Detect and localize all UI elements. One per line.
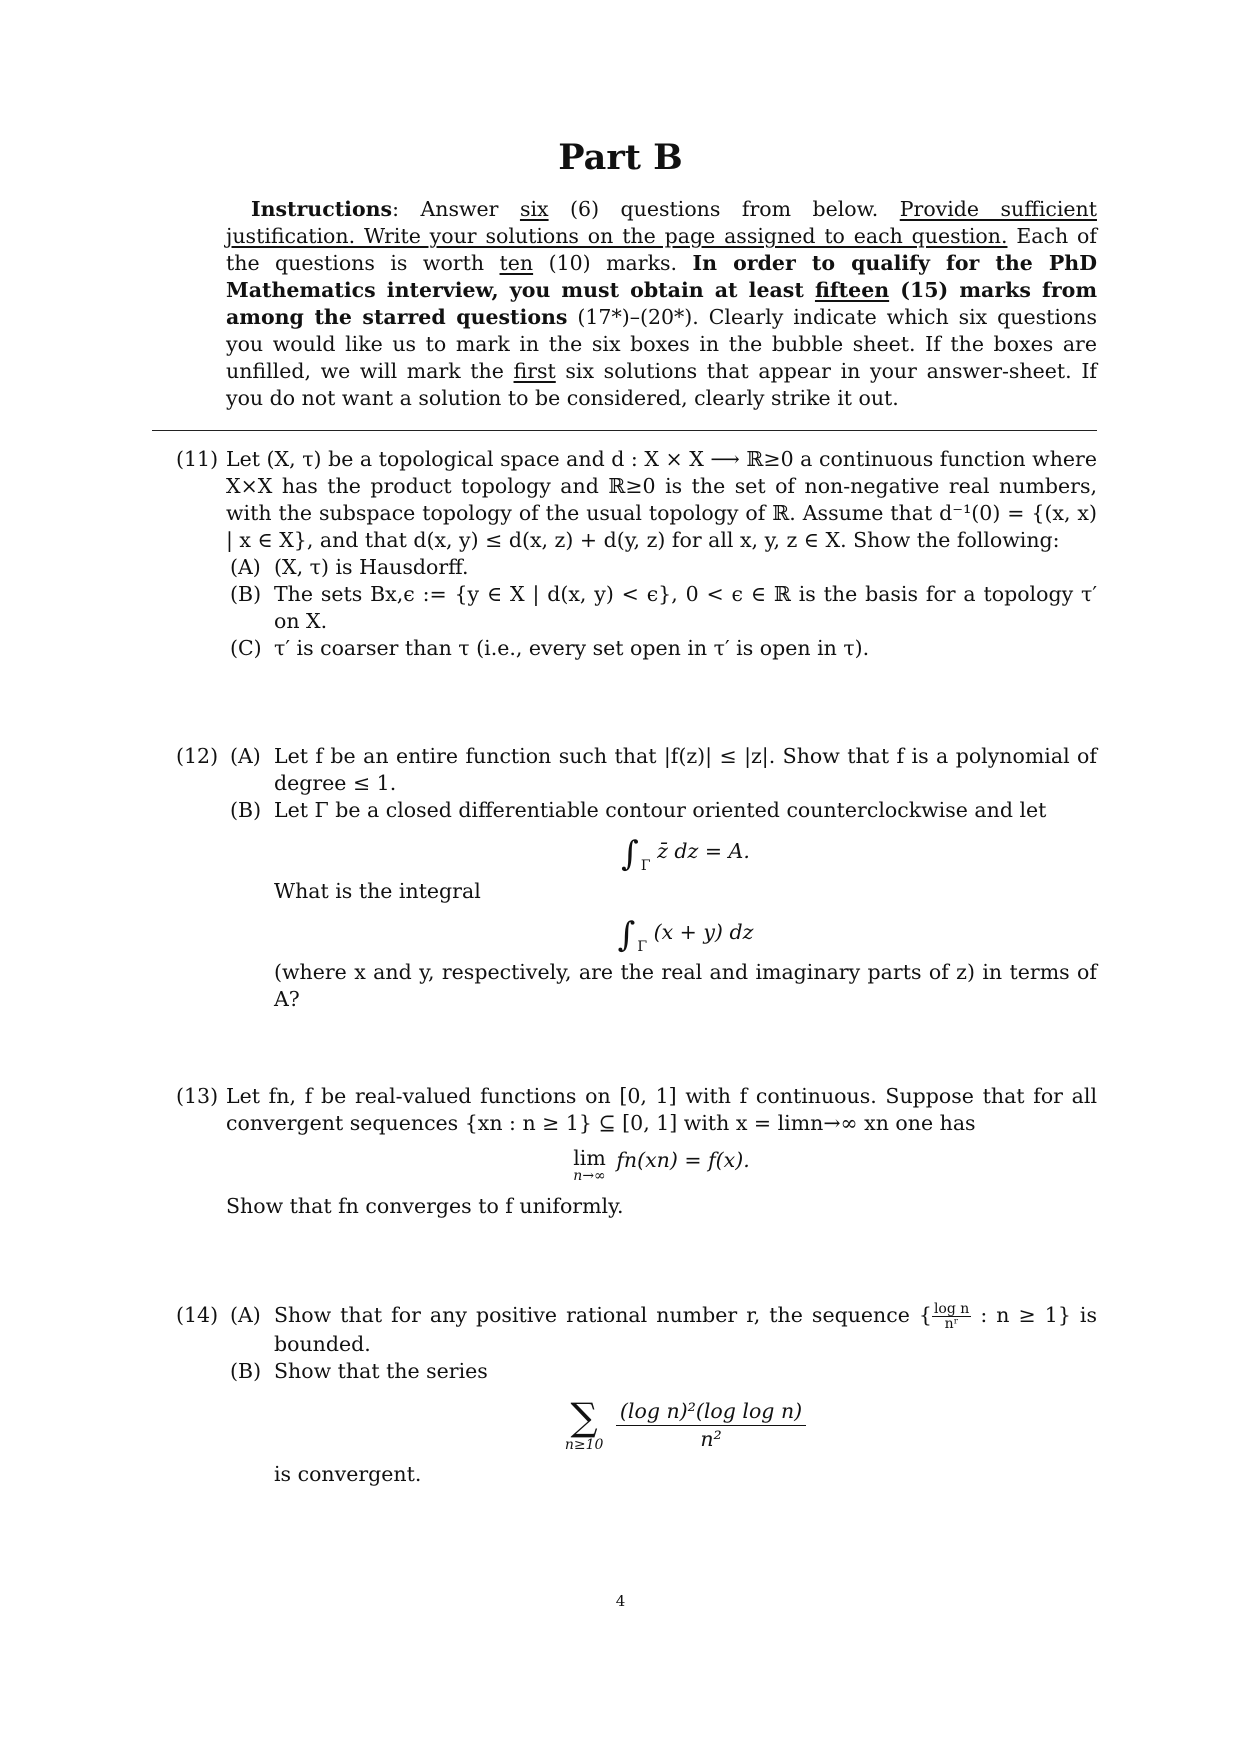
equation-text: fn(xn) = f(x). — [616, 1148, 750, 1172]
equation-text: z̄ dz = A. — [657, 839, 750, 863]
part-label: (C) — [230, 636, 262, 660]
integral-sign: ∫ — [621, 834, 639, 874]
question-number: (13) — [176, 1084, 219, 1108]
display-equation-1 — [274, 834, 1097, 874]
part-text: Let f be an entire function such that |f(z)| ≤ |z|. Show that f is a polynomial of degree ≤ 1. — [274, 744, 1097, 795]
part-text: Show that the series — [274, 1359, 488, 1383]
question-part-a — [226, 743, 1097, 797]
instructions-label: Instructions — [251, 197, 393, 221]
question-number: (12) — [176, 744, 219, 768]
instructions-first: first — [513, 359, 556, 383]
instructions-text: : Answer — [392, 197, 520, 221]
equation-text: (x + y) dz — [653, 920, 754, 944]
instructions-bold: (15) marks from among the starred questions — [226, 278, 1098, 329]
part-label: (A) — [230, 555, 261, 579]
part-text: : n ≥ 1} is bounded. — [274, 1303, 1097, 1356]
limit-operator — [573, 1147, 606, 1183]
sum-operator — [565, 1397, 604, 1453]
question-14 — [176, 1302, 1097, 1488]
part-text: Let Γ be a closed differentiable contour oriented counterclockwise and let — [274, 798, 1047, 822]
question-intro: Let fn, f be real-valued functions on [0, 1] with f continuous. Suppose that for all convergent sequences {xn : n ≥ 1} ⊆ [0, 1] with x = limn→∞ xn one has — [226, 1084, 1097, 1135]
sum-subscript: n≥10 — [564, 1437, 604, 1453]
question-12 — [176, 743, 1097, 1013]
instructions-block — [226, 196, 1097, 412]
series-fraction — [616, 1398, 806, 1453]
question-part-b — [226, 797, 1097, 1013]
part-text: τ′ is coarser than τ (i.e., every set open in τ′ is open in τ). — [274, 636, 870, 660]
instructions-text: (6) questions from below. — [548, 197, 900, 221]
page-number: 4 — [615, 1592, 626, 1610]
sum-sign: ∑ — [570, 1395, 598, 1439]
display-equation-2 — [274, 915, 1097, 955]
instructions-text: (10) marks. — [533, 251, 693, 275]
part-text: What is the integral — [274, 879, 481, 903]
part-label: (A) — [230, 744, 261, 768]
part-label: (B) — [230, 1359, 262, 1383]
instructions-fifteen: fifteen — [814, 278, 890, 302]
question-part-a — [226, 554, 1097, 581]
question-part-c — [226, 635, 1097, 662]
fraction-numerator: log n — [933, 1301, 970, 1317]
instructions-text: Each of the questions is worth — [226, 224, 1097, 275]
section-divider — [152, 430, 1097, 431]
question-11 — [176, 446, 1097, 662]
part-label: (A) — [230, 1303, 261, 1327]
question-number: (11) — [176, 447, 219, 471]
fraction-numerator: (log n)²(log log n) — [616, 1398, 806, 1426]
instructions-star-range: (17*)–(20*). — [577, 305, 699, 329]
instructions-text: Clearly indicate which six questions you would like us to mark in the six boxes in the bubble sheet. If the boxes are unfilled, we will mark the — [226, 305, 1097, 383]
question-13 — [176, 1083, 1097, 1220]
fraction-denominator: nʳ — [944, 1316, 959, 1332]
instructions-text: six solutions that appear in your answer-sheet. If you do not want a solution to be considered, clearly strike it out. — [226, 359, 1097, 410]
question-part-b — [226, 581, 1097, 635]
display-series — [274, 1397, 1097, 1453]
inline-fraction — [932, 1302, 971, 1331]
fraction-denominator: n² — [700, 1426, 722, 1451]
integral-subscript: Γ — [637, 939, 648, 955]
part-label: (B) — [230, 798, 262, 822]
instructions-six: six — [519, 197, 549, 221]
question-intro: Let (X, τ) be a topological space and d : X × X ⟶ ℝ≥0 a continuous function where X×X has the product topology and ℝ≥0 is the set of non-negative real numbers, with the subspace topology of the usual topology of ℝ. Assume that d⁻¹(0) = {(x, x) | x ∈ X}, and that d(x, y) ≤ d(x, z) + d(y, z) for all x, y, z ∈ X. Show the following: — [226, 447, 1097, 552]
part-label: (B) — [230, 582, 262, 606]
instructions-justification: Provide sufficient justification. Write your solutions on the page assigned to each question. — [226, 197, 1097, 248]
page-title: Part B — [558, 137, 683, 178]
limit-text: lim — [573, 1146, 606, 1170]
part-text: Show that for any positive rational number r, the sequence { — [274, 1303, 932, 1327]
question-conclusion: Show that fn converges to f uniformly. — [226, 1194, 624, 1218]
question-number: (14) — [176, 1303, 219, 1327]
part-text: (where x and y, respectively, are the real and imaginary parts of z) in terms of A? — [274, 960, 1097, 1011]
integral-sign: ∫ — [617, 915, 636, 955]
question-part-a — [226, 1302, 1097, 1358]
integral-subscript: Γ — [640, 858, 651, 874]
display-equation — [226, 1147, 1097, 1183]
instructions-ten: ten — [499, 251, 534, 275]
question-part-b — [226, 1358, 1097, 1488]
limit-subscript: n→∞ — [573, 1168, 606, 1184]
part-text: The sets Bx,ϵ := {y ∈ X | d(x, y) < ϵ}, 0 < ϵ ∈ ℝ is the basis for a topology τ′ on X. — [274, 582, 1097, 633]
part-text: (X, τ) is Hausdorff. — [274, 555, 469, 579]
question-conclusion: is convergent. — [274, 1462, 422, 1486]
instructions-bold: In order to qualify for the PhD Mathematics interview, you must obtain at least — [226, 251, 1097, 302]
